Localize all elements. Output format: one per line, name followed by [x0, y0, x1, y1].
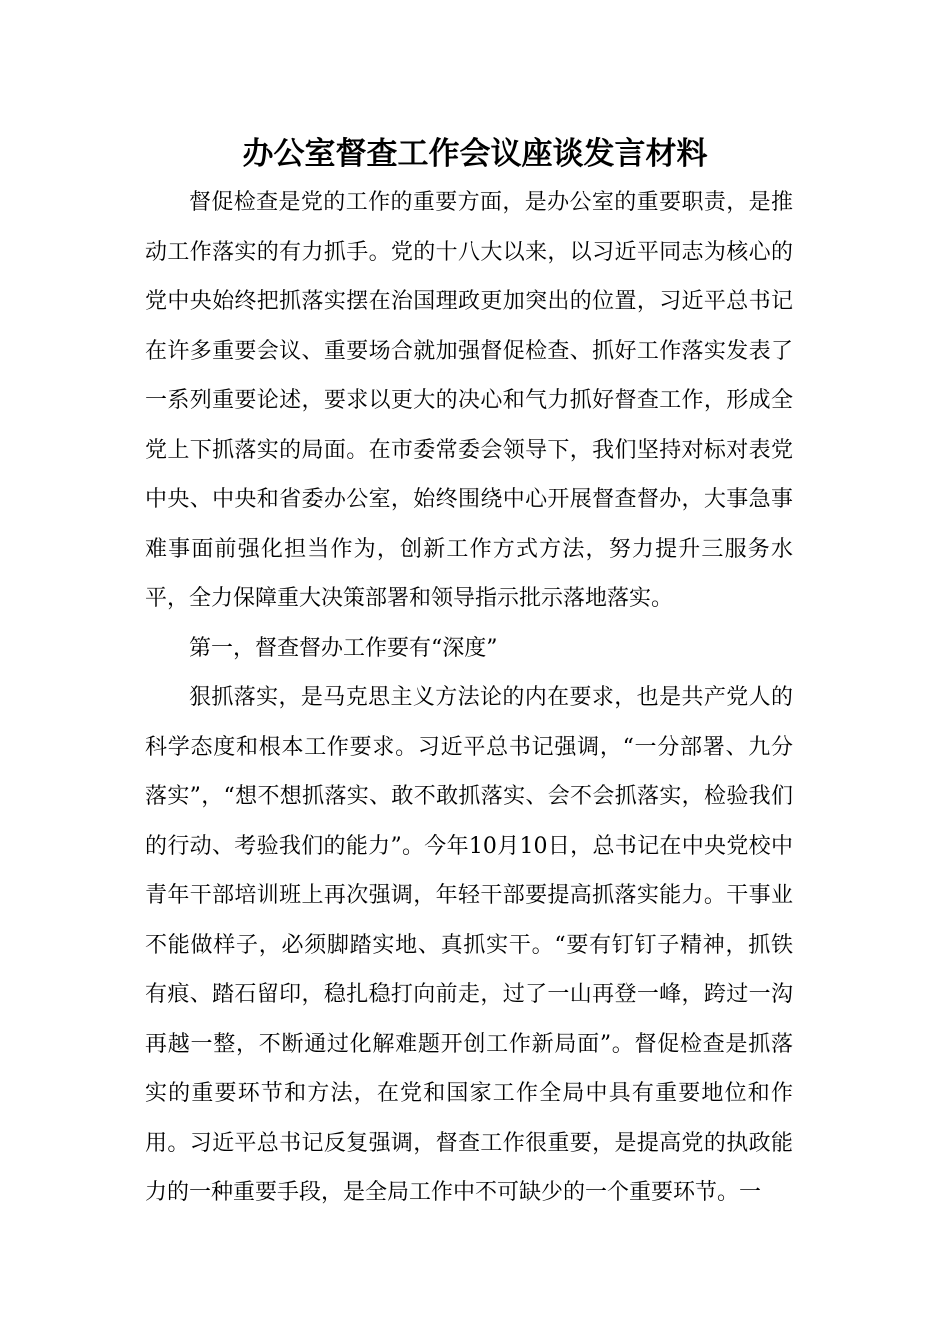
paragraph-section-1: 狠抓落实，是马克思主义方法论的内在要求，也是共产党人的科学态度和根本工作要求。习近平总书记强调，“一分部署、九分落实”，“想不想抓落实、敢不敢抓落实、会不会抓落实，检验我们的行动、考验我们的能力”。今年10月10日，总书记在中央党校中青年干部培训班上再次强调，年轻干部要提高抓落实能力。干事业不能做样子，必须脚踏实地、真抓实干。“要有钉钉子精神，抓铁有痕、踏石留印，稳扎稳打向前走，过了一山再登一峰，跨过一沟再越一整，不断通过化解难题开创工作新局面”。督促检查是抓落实的重要环节和方法，在党和国家工作全局中具有重要地位和作用。习近平总书记反复强调，督查工作很重要，是提高党的执政能力的一种重要手段，是全局工作中不可缺少的一个重要环节。一	[145, 685, 793, 1205]
paragraph-intro: 督促检查是党的工作的重要方面，是办公室的重要职责，是推动工作落实的有力抓手。党的十八大以来，以习近平同志为核心的党中央始终把抓落实摆在治国理政更加突出的位置，习近平总书记在许多重要会议、重要场合就加强督促检查、抓好工作落实发表了一系列重要论述，要求以更大的决心和气力抓好督查工作，形成全党上下抓落实的局面。在市委常委会领导下，我们坚持对标对表党中央、中央和省委办公室，始终围绕中心开展督查督办，大事急事难事面前强化担当作为，创新工作方式方法，努力提升三服务水平，全力保障重大决策部署和领导指示批示落地落实。	[145, 190, 793, 611]
document-body	[145, 178, 793, 1218]
section-heading-1: 第一，督查督办工作要有“深度”	[189, 635, 498, 661]
document-title: 办公室督查工作会议座谈发言材料	[242, 136, 708, 172]
